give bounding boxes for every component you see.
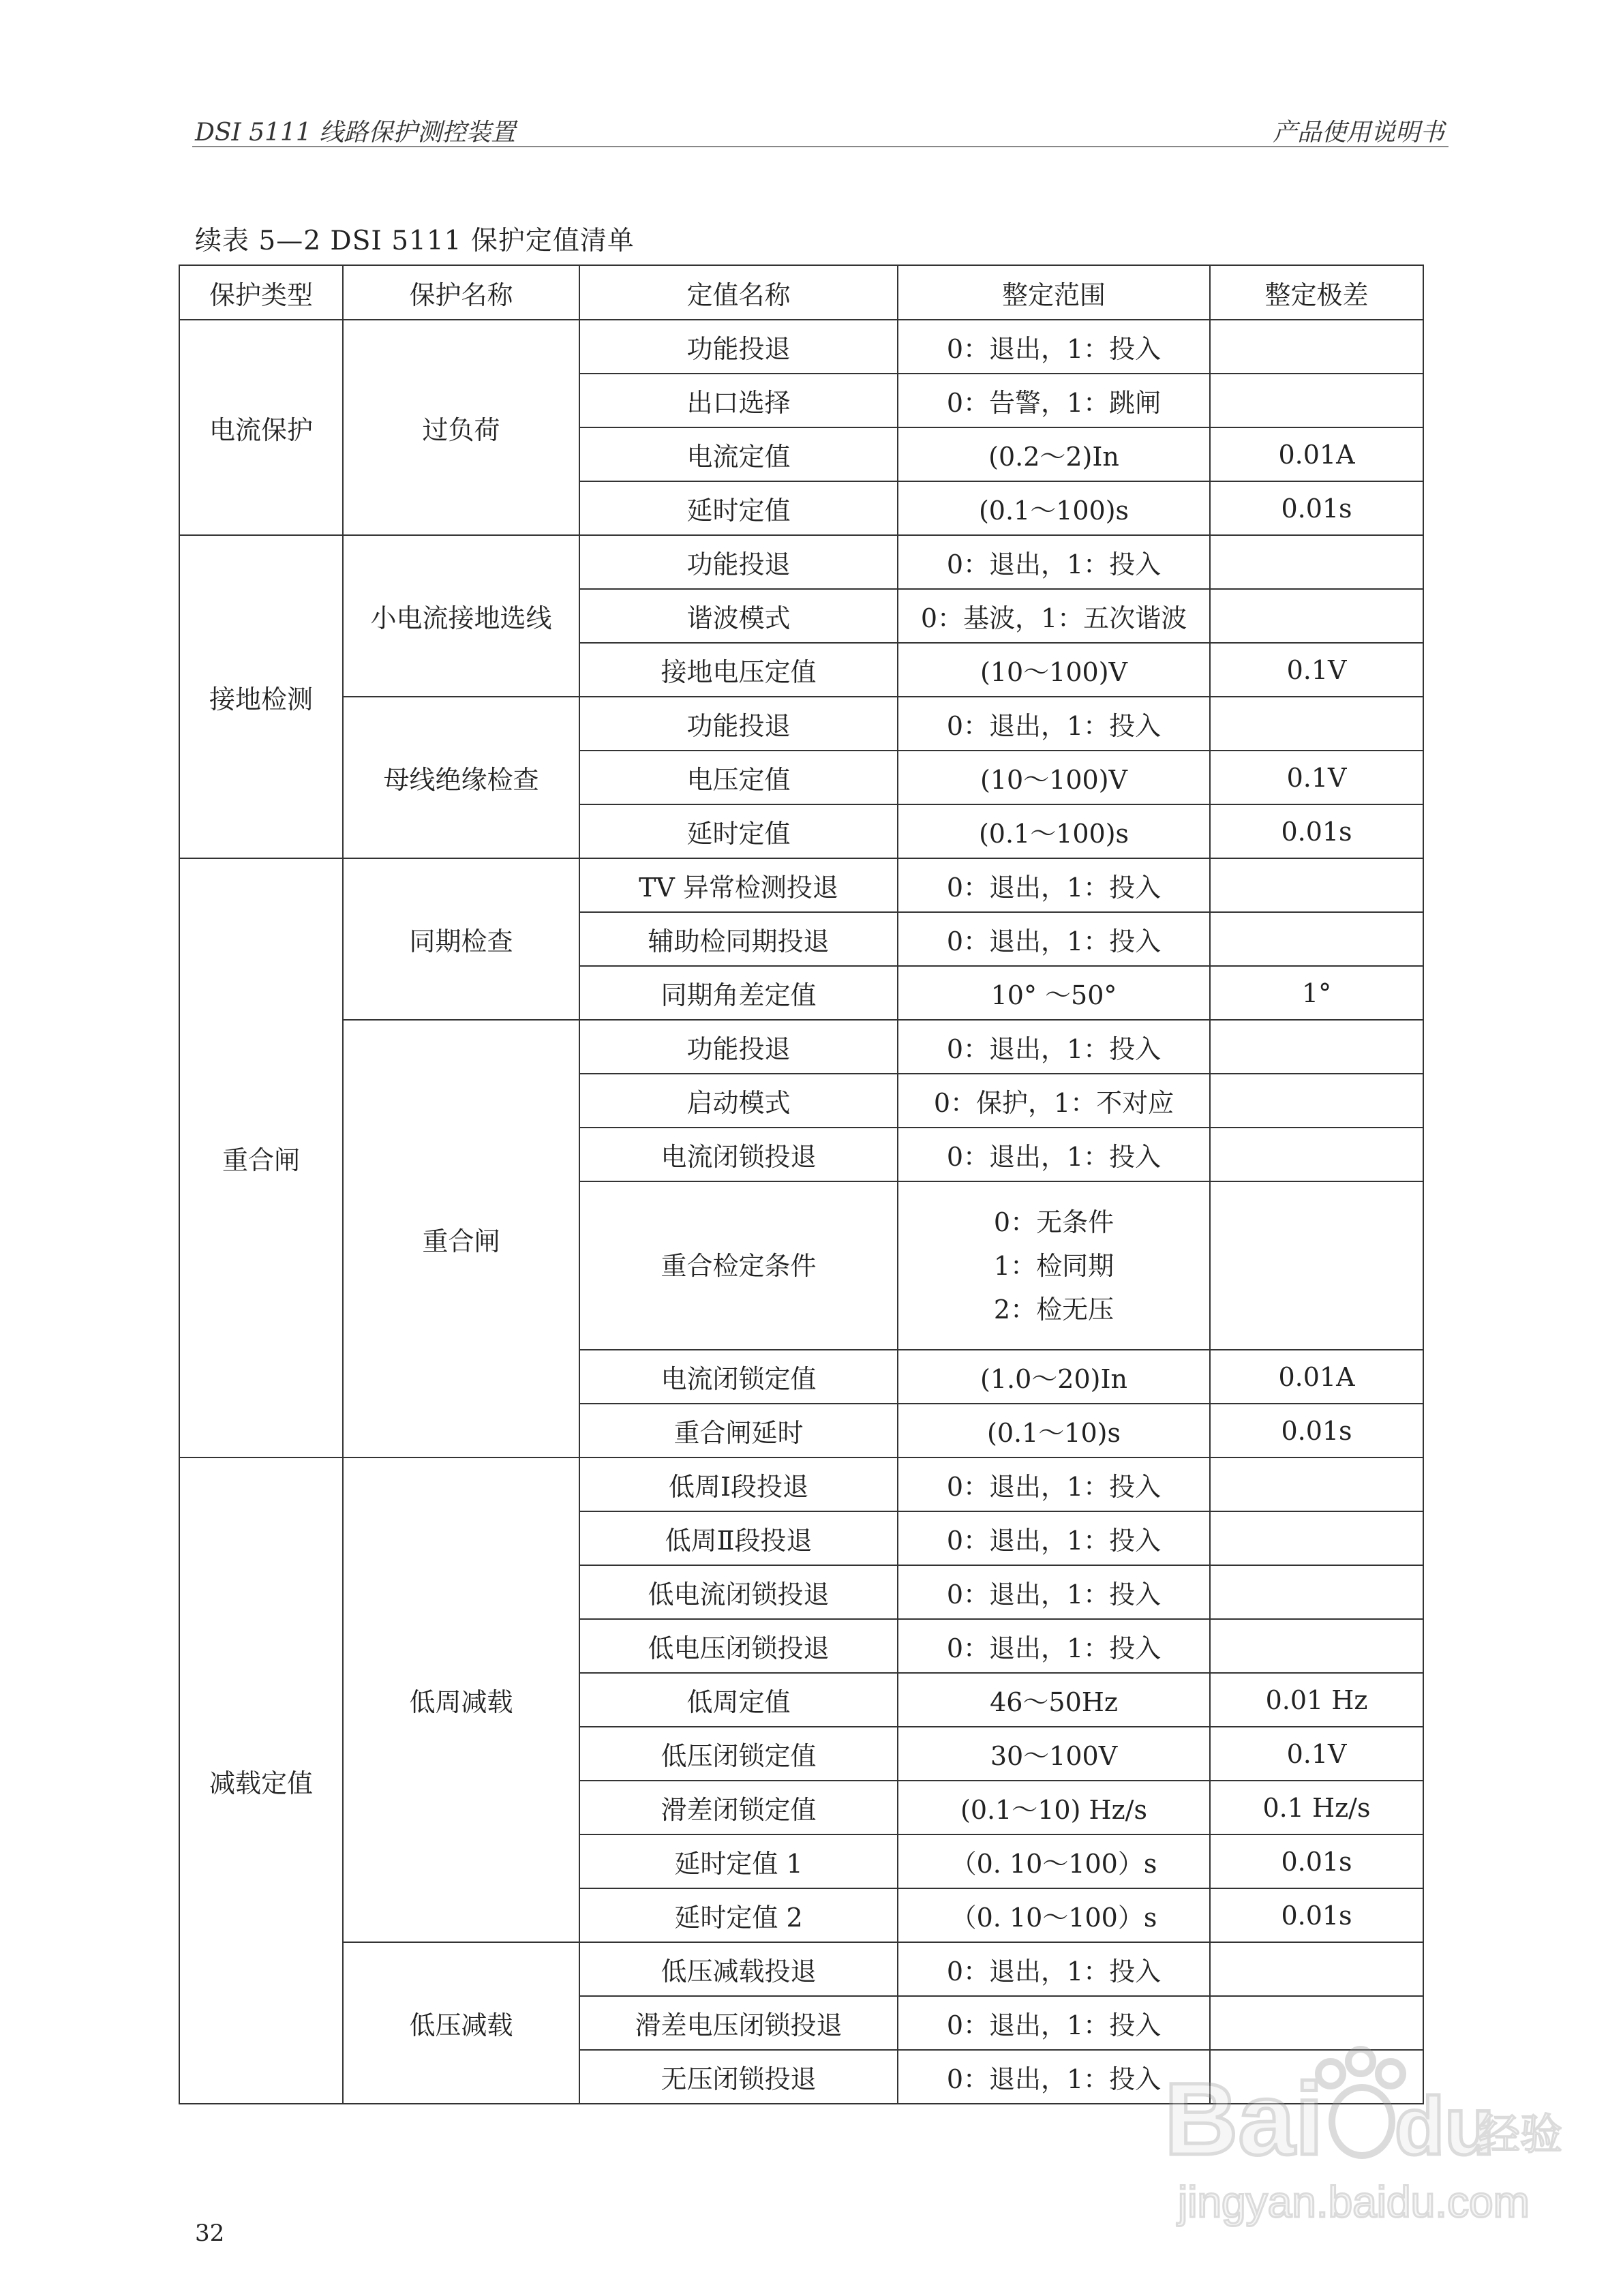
setting-range-cell: (10～100)V xyxy=(898,643,1210,697)
setting-step-cell: 0.01s xyxy=(1210,1888,1423,1942)
setting-name-cell: 同期角差定值 xyxy=(579,966,898,1020)
range-line: 2：检无压 xyxy=(993,1294,1114,1325)
setting-name-cell: 功能投退 xyxy=(579,320,898,374)
table-row xyxy=(179,858,1423,912)
setting-step-cell xyxy=(1210,1020,1423,1074)
setting-name-cell: 电流闭锁定值 xyxy=(579,1350,898,1404)
setting-name-cell: 重合检定条件 xyxy=(579,1181,898,1350)
protection-name-cell: 重合闸 xyxy=(343,1020,579,1457)
setting-name-cell: 重合闸延时 xyxy=(579,1404,898,1457)
setting-name-cell: 出口选择 xyxy=(579,374,898,427)
setting-name-cell: 延时定值 xyxy=(579,804,898,858)
setting-range-cell: 0：退出，1：投入 xyxy=(898,1128,1210,1181)
setting-name-cell: 低周Ⅰ段投退 xyxy=(579,1457,898,1511)
setting-name-cell: 低周Ⅱ段投退 xyxy=(579,1511,898,1565)
setting-range-cell: 0：保护，1：不对应 xyxy=(898,1074,1210,1128)
col-header-setting: 定值名称 xyxy=(579,265,898,320)
table-caption: 续表 5—2 DSI 5111 保护定值清单 xyxy=(195,226,635,256)
protection-type-cell: 重合闸 xyxy=(179,858,343,1457)
svg-text:Bai: Bai xyxy=(1164,2061,1324,2176)
svg-text:jingyan.baidu.com: jingyan.baidu.com xyxy=(1178,2177,1530,2226)
setting-step-cell: 1° xyxy=(1210,966,1423,1020)
svg-text:du: du xyxy=(1395,2081,1495,2172)
setting-range-cell: 0：退出，1：投入 xyxy=(898,1457,1210,1511)
setting-name-cell: 延时定值 2 xyxy=(579,1888,898,1942)
setting-range-cell: 0：退出，1：投入 xyxy=(898,1619,1210,1673)
setting-step-cell: 0.01s xyxy=(1210,1404,1423,1457)
setting-range-cell: (0.1～100)s xyxy=(898,481,1210,535)
setting-range-cell: 0：退出，1：投入 xyxy=(898,912,1210,966)
setting-name-cell: 辅助检同期投退 xyxy=(579,912,898,966)
setting-range-cell: (0.2～2)In xyxy=(898,427,1210,481)
table-row xyxy=(179,697,1423,751)
protection-name-cell: 同期检查 xyxy=(343,858,579,1020)
setting-step-cell xyxy=(1210,1565,1423,1619)
setting-step-cell xyxy=(1210,1457,1423,1511)
table-row xyxy=(179,1457,1423,1511)
protection-name-cell: 低压减载 xyxy=(343,1942,579,2104)
setting-name-cell: TV 异常检测投退 xyxy=(579,858,898,912)
header-doc-type: 产品使用说明书 xyxy=(1272,119,1444,147)
header-rule xyxy=(192,146,1448,147)
protection-name-cell: 母线绝缘检查 xyxy=(343,697,579,858)
setting-name-cell: 滑差闭锁定值 xyxy=(579,1781,898,1834)
setting-range-cell: 0：退出，1：投入 xyxy=(898,535,1210,589)
setting-step-cell xyxy=(1210,697,1423,751)
setting-name-cell: 接地电压定值 xyxy=(579,643,898,697)
table-row xyxy=(179,535,1423,589)
protection-type-cell: 减载定值 xyxy=(179,1457,343,2104)
setting-range-cell: 46～50Hz xyxy=(898,1673,1210,1727)
setting-range-cell: 0：基波，1：五次谐波 xyxy=(898,589,1210,643)
setting-name-cell: 电流闭锁投退 xyxy=(579,1128,898,1181)
setting-name-cell: 延时定值 xyxy=(579,481,898,535)
setting-step-cell xyxy=(1210,912,1423,966)
setting-range-cell: 0：退出，1：投入 xyxy=(898,1565,1210,1619)
setting-range-cell: (0.1～10) Hz/s xyxy=(898,1781,1210,1834)
setting-range-cell: 0：退出，1：投入 xyxy=(898,1511,1210,1565)
setting-step-cell: 0.1V xyxy=(1210,643,1423,697)
setting-step-cell: 0.01 Hz xyxy=(1210,1673,1423,1727)
setting-range-cell: 0：退出，1：投入 xyxy=(898,1020,1210,1074)
setting-step-cell xyxy=(1210,589,1423,643)
setting-range-cell: 0：退出，1：投入 xyxy=(898,320,1210,374)
setting-range-cell: (0.1～10)s xyxy=(898,1404,1210,1457)
setting-range-cell: 0：退出，1：投入 xyxy=(898,1942,1210,1996)
setting-step-cell: 0.1V xyxy=(1210,1727,1423,1781)
svg-text:经验: 经验 xyxy=(1478,2109,1563,2159)
setting-name-cell: 低压闭锁定值 xyxy=(579,1727,898,1781)
setting-range-cell: 0：退出，1：投入 xyxy=(898,1996,1210,2050)
setting-range-cell: （0. 10～100）s xyxy=(898,1834,1210,1888)
setting-range-cell: (0.1～100)s xyxy=(898,804,1210,858)
setting-step-cell: 0.1V xyxy=(1210,751,1423,804)
setting-step-cell xyxy=(1210,535,1423,589)
setting-range-cell: (10～100)V xyxy=(898,751,1210,804)
setting-name-cell: 电压定值 xyxy=(579,751,898,804)
setting-range-cell: 0：告警，1：跳闸 xyxy=(898,374,1210,427)
table-header-row xyxy=(179,265,1423,320)
setting-step-cell xyxy=(1210,374,1423,427)
setting-name-cell: 低电压闭锁投退 xyxy=(579,1619,898,1673)
protection-type-cell: 电流保护 xyxy=(179,320,343,535)
setting-name-cell: 功能投退 xyxy=(579,535,898,589)
settings-table xyxy=(179,265,1424,2104)
setting-step-cell: 0.1 Hz/s xyxy=(1210,1781,1423,1834)
protection-name-cell: 低周减载 xyxy=(343,1457,579,1942)
protection-name-cell: 小电流接地选线 xyxy=(343,535,579,697)
range-line: 0：无条件 xyxy=(993,1207,1114,1237)
setting-step-cell xyxy=(1210,1619,1423,1673)
setting-name-cell: 无压闭锁投退 xyxy=(579,2050,898,2104)
setting-step-cell xyxy=(1210,1942,1423,1996)
table-row xyxy=(179,320,1423,374)
setting-name-cell: 滑差电压闭锁投退 xyxy=(579,1996,898,2050)
setting-range-cell: 0：退出，1：投入 xyxy=(898,697,1210,751)
header-title: DSI 5111 线路保护测控装置 xyxy=(195,119,516,147)
setting-range-cell: 30～100V xyxy=(898,1727,1210,1781)
range-line: 1：检同期 xyxy=(993,1250,1114,1281)
setting-name-cell: 低周定值 xyxy=(579,1673,898,1727)
setting-name-cell: 低压减载投退 xyxy=(579,1942,898,1996)
setting-step-cell xyxy=(1210,1511,1423,1565)
setting-step-cell: 0.01s xyxy=(1210,804,1423,858)
col-header-name: 保护名称 xyxy=(343,265,579,320)
setting-step-cell xyxy=(1210,1128,1423,1181)
protection-name-cell: 过负荷 xyxy=(343,320,579,535)
col-header-type: 保护类型 xyxy=(179,265,343,320)
setting-step-cell xyxy=(1210,320,1423,374)
setting-name-cell: 延时定值 1 xyxy=(579,1834,898,1888)
col-header-step: 整定极差 xyxy=(1210,265,1423,320)
setting-step-cell: 0.01s xyxy=(1210,1834,1423,1888)
setting-name-cell: 功能投退 xyxy=(579,1020,898,1074)
setting-name-cell: 低电流闭锁投退 xyxy=(579,1565,898,1619)
setting-range-cell: 0：退出，1：投入 xyxy=(898,2050,1210,2104)
page-number: 32 xyxy=(195,2220,225,2247)
setting-step-cell: 0.01A xyxy=(1210,427,1423,481)
protection-type-cell: 接地检测 xyxy=(179,535,343,858)
baidu-jingyan-watermark-logo xyxy=(1157,2038,1566,2236)
setting-name-cell: 启动模式 xyxy=(579,1074,898,1128)
setting-range-cell xyxy=(898,1181,1210,1350)
setting-step-cell xyxy=(1210,1181,1423,1350)
table-row xyxy=(179,1020,1423,1074)
setting-range-cell: （0. 10～100）s xyxy=(898,1888,1210,1942)
setting-range-cell: 10° ～50° xyxy=(898,966,1210,1020)
table-row xyxy=(179,1942,1423,1996)
setting-name-cell: 电流定值 xyxy=(579,427,898,481)
setting-step-cell: 0.01A xyxy=(1210,1350,1423,1404)
setting-step-cell: 0.01s xyxy=(1210,481,1423,535)
setting-name-cell: 功能投退 xyxy=(579,697,898,751)
col-header-range: 整定范围 xyxy=(898,265,1210,320)
setting-range-cell: (1.0～20)In xyxy=(898,1350,1210,1404)
setting-step-cell xyxy=(1210,1074,1423,1128)
setting-name-cell: 谐波模式 xyxy=(579,589,898,643)
setting-range-cell: 0：退出，1：投入 xyxy=(898,858,1210,912)
setting-step-cell xyxy=(1210,858,1423,912)
